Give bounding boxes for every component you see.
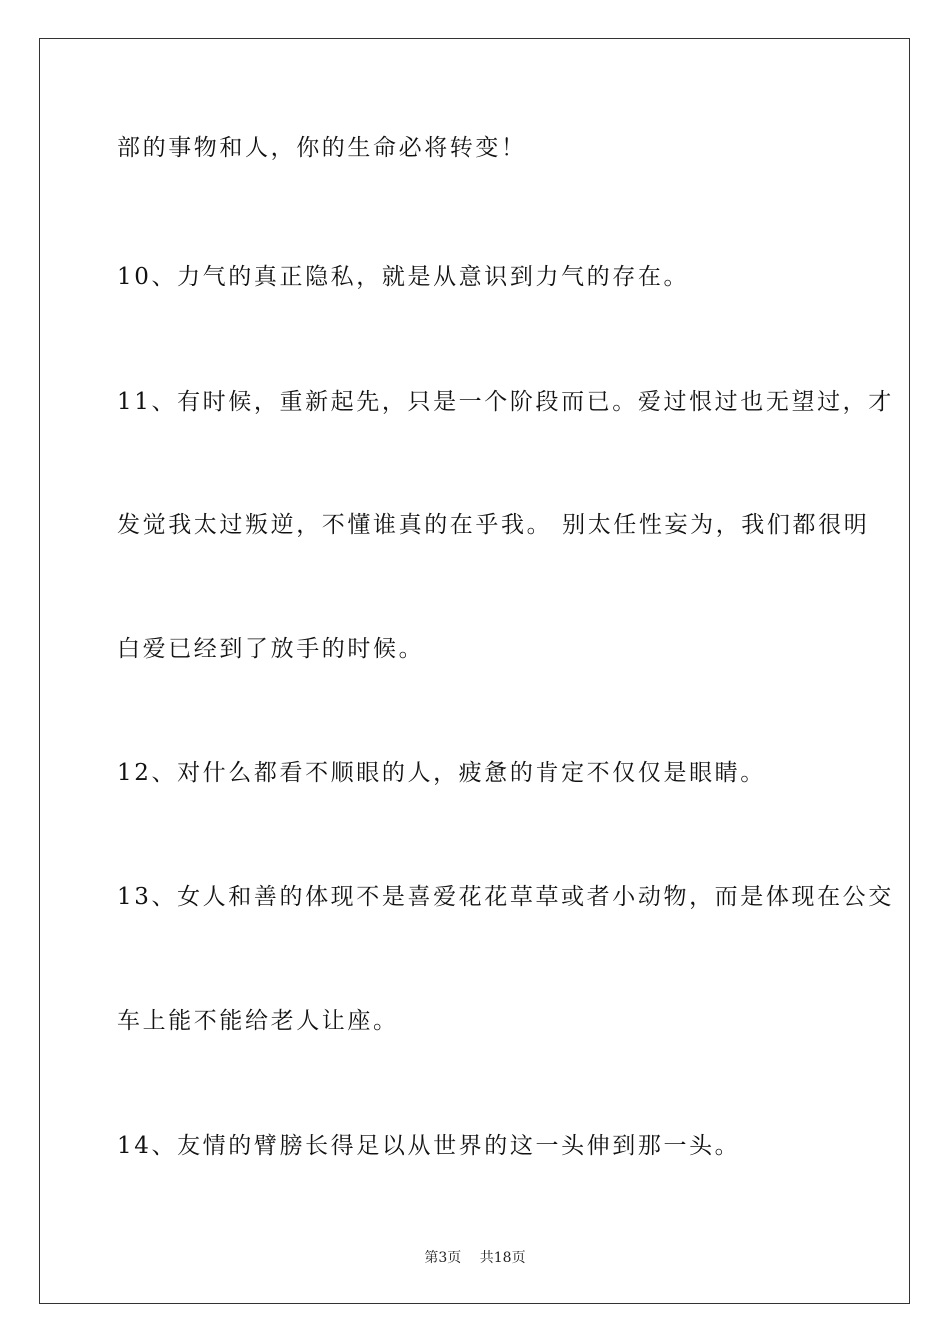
page-number: 第3页 bbox=[424, 1250, 462, 1266]
text-line: 13、女人和善的体现不是喜爱花花草草或者小动物，而是体现在公交 bbox=[117, 884, 894, 910]
text-line: 14、友情的臂膀长得足以从世界的这一头伸到那一头。 bbox=[117, 1133, 741, 1159]
text-line: 11、有时候，重新起先，只是一个阶段而已。爱过恨过也无望过，才 bbox=[117, 389, 894, 415]
page-frame bbox=[39, 38, 910, 1304]
text-line: 发觉我太过叛逆，不懂谁真的在乎我。 别太任性妄为，我们都很明 bbox=[117, 512, 870, 538]
page-footer bbox=[0, 1248, 950, 1268]
page-total: 共18页 bbox=[479, 1250, 526, 1266]
text-line: 10、力气的真正隐私，就是从意识到力气的存在。 bbox=[117, 264, 690, 290]
text-line: 车上能不能给老人让座。 bbox=[117, 1008, 399, 1034]
text-line: 部的事物和人，你的生命必将转变！ bbox=[117, 135, 527, 161]
text-line: 白爱已经到了放手的时候。 bbox=[117, 636, 425, 662]
text-line: 12、对什么都看不顺眼的人，疲惫的肯定不仅仅是眼睛。 bbox=[117, 760, 766, 786]
